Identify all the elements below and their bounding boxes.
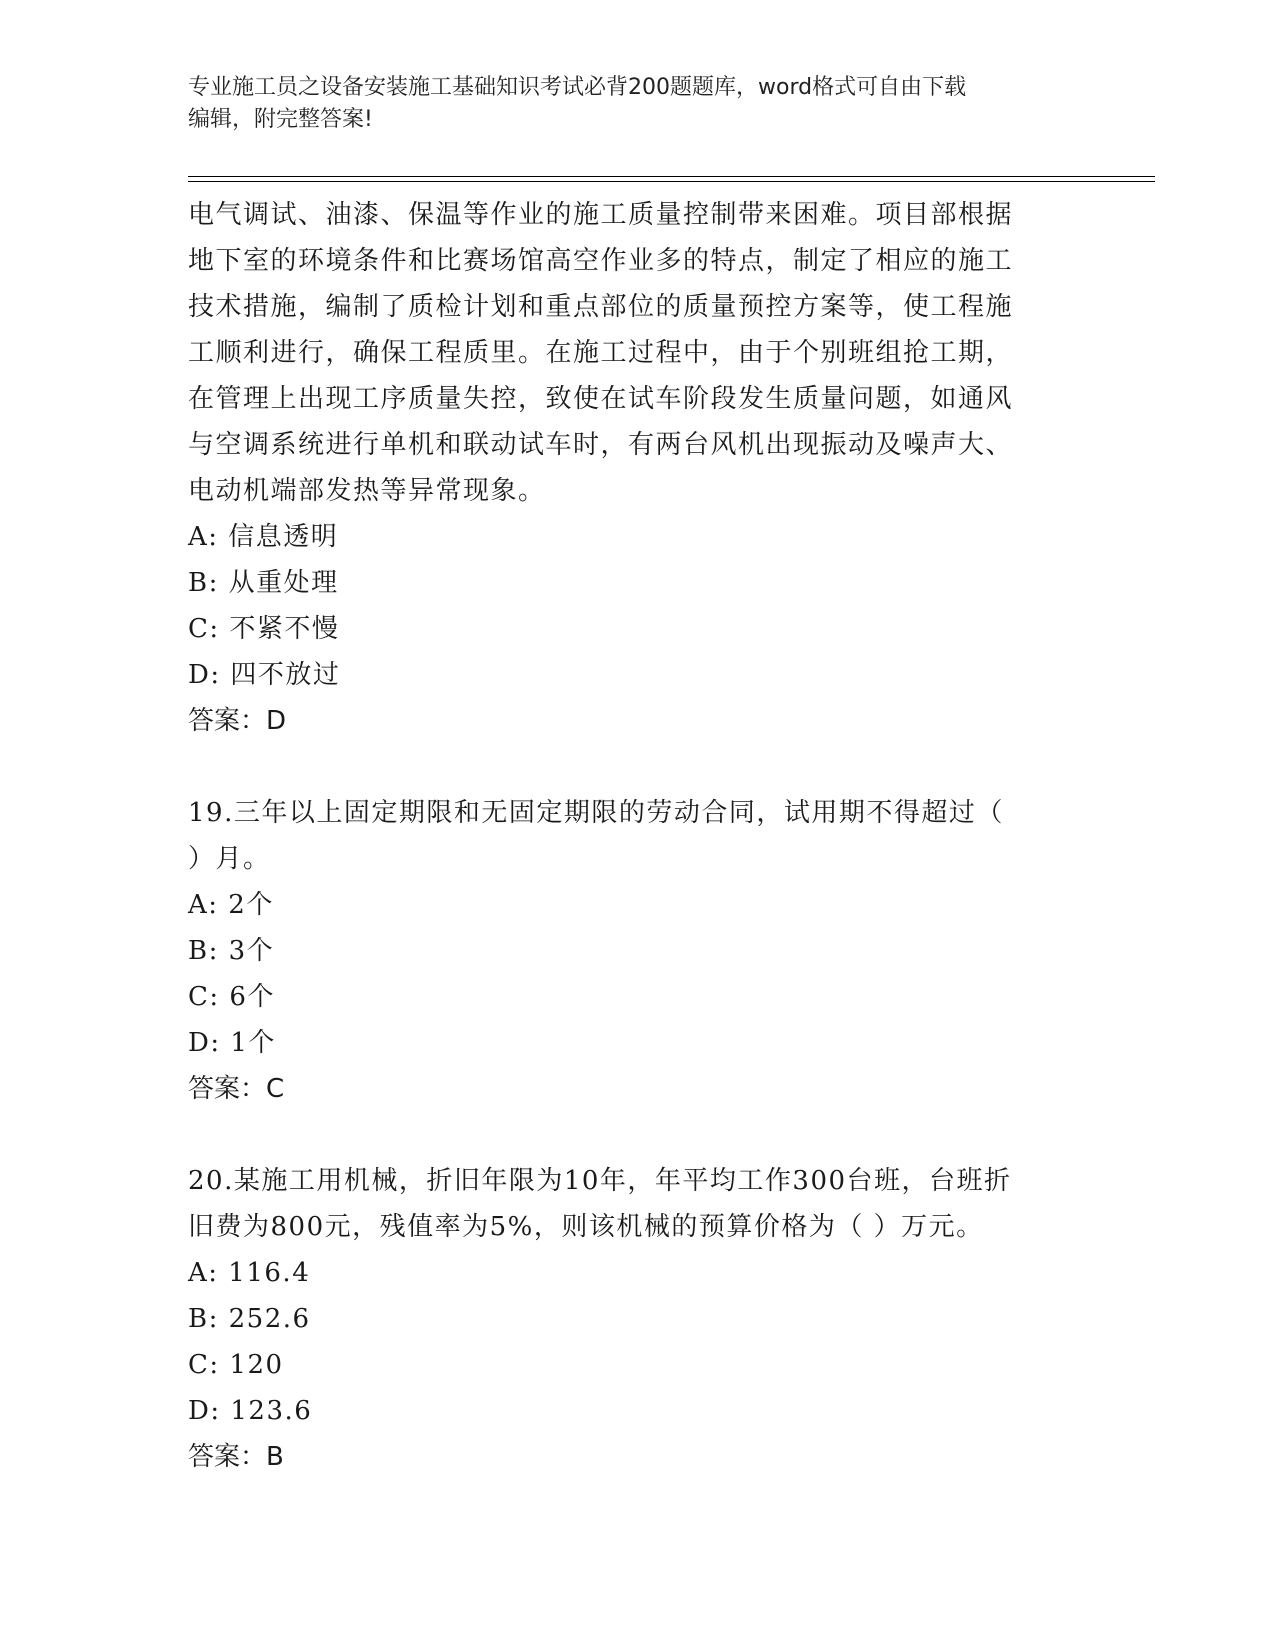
- question-stem-line: 电气调试、油漆、保温等作业的施工质量控制带来困难。项目部根据: [188, 200, 1014, 230]
- option-c: C: 120: [188, 1350, 284, 1380]
- question-stem-line: 19.三年以上固定期限和无固定期限的劳动合同，试用期不得超过（: [188, 798, 1004, 828]
- answer-label: 答案：B: [188, 1442, 284, 1472]
- question-stem-line: 电动机端部发热等异常现象。: [188, 476, 546, 506]
- option-a: A: 2个: [188, 890, 274, 920]
- option-b: B: 从重处理: [188, 568, 339, 598]
- option-d: D: 123.6: [188, 1396, 313, 1426]
- question-stem-line: 与空调系统进行单机和联动试车时，有两台风机出现振动及噪声大、: [188, 430, 1014, 460]
- answer-label: 答案：C: [188, 1074, 285, 1104]
- answer-label: 答案：D: [188, 706, 287, 736]
- header-title-line-1: 专业施工员之设备安装施工基础知识考试必背200题题库，word格式可自由下载: [188, 75, 967, 100]
- question-content: [188, 192, 1068, 1480]
- option-d: D: 四不放过: [188, 660, 341, 690]
- question-stem-line: 20.某施工用机械，折旧年限为10年，年平均工作300台班，台班折: [188, 1166, 1012, 1196]
- question-stem-line: 技术措施，编制了质检计划和重点部位的质量预控方案等，使工程施: [188, 292, 1014, 322]
- page-header: [188, 72, 1068, 136]
- option-a: A: 116.4: [188, 1258, 311, 1288]
- option-a: A: 信息透明: [188, 522, 339, 552]
- header-divider: [188, 176, 1155, 182]
- question-20: [188, 1158, 1068, 1480]
- question-stem-line: 在管理上出现工序质量失控，致使在试车阶段发生质量问题，如通风: [188, 384, 1014, 414]
- option-d: D: 1个: [188, 1028, 276, 1058]
- question-stem-line: 工顺利进行，确保工程质里。在施工过程中，由于个别班组抢工期，: [188, 338, 1014, 368]
- option-b: B: 3个: [188, 936, 275, 966]
- header-title-line-2: 编辑，附完整答案!: [188, 107, 373, 132]
- option-b: B: 252.6: [188, 1304, 311, 1334]
- question-stem-line: 旧费为800元，残值率为5%，则该机械的预算价格为（ ）万元。: [188, 1212, 984, 1242]
- option-c: C: 6个: [188, 982, 275, 1012]
- question-stem-line: ）月。: [188, 844, 271, 874]
- question-stem-line: 地下室的环境条件和比赛场馆高空作业多的特点，制定了相应的施工: [188, 246, 1014, 276]
- question-19: [188, 790, 1068, 1112]
- option-c: C: 不紧不慢: [188, 614, 340, 644]
- question-18: [188, 192, 1068, 744]
